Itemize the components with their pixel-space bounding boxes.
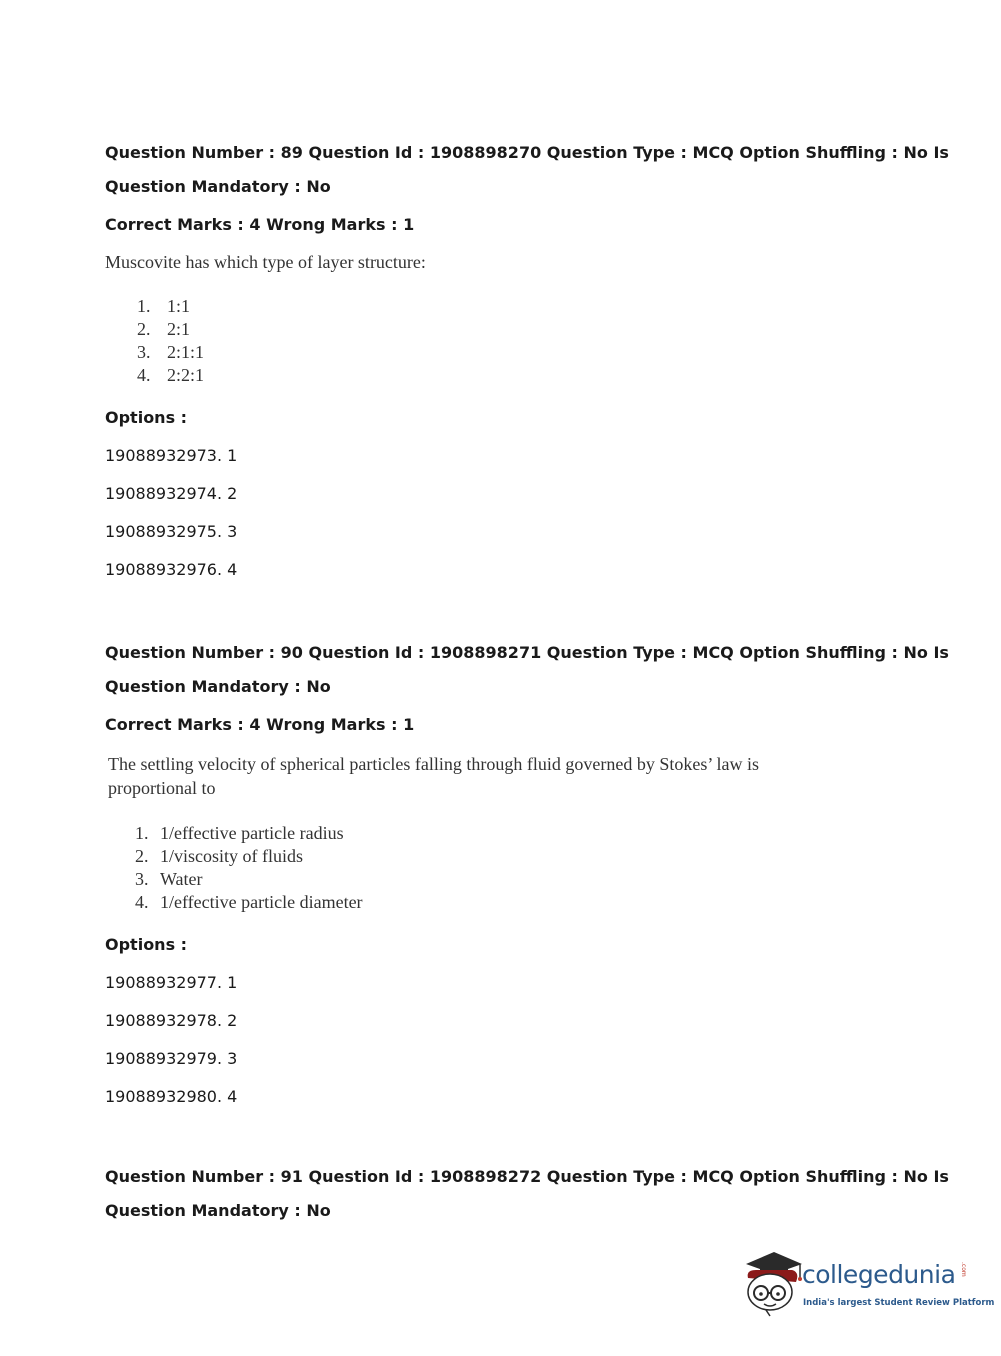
list-item: 2. 2:1 bbox=[137, 319, 191, 339]
question-meta-line: Question Number : 89 Question Id : 1908898270 Question Type : MCQ Option Shuffling : No Is bbox=[105, 143, 949, 162]
question-mandatory-line: Question Mandatory : No bbox=[105, 1201, 331, 1220]
option-item: 19088932973. 1 bbox=[105, 446, 238, 465]
list-item: 1. 1/effective particle radius bbox=[135, 823, 344, 843]
question-text-continued: proportional to bbox=[108, 778, 216, 798]
question-89-block bbox=[105, 136, 949, 589]
collegedunia-logo bbox=[742, 1248, 995, 1318]
option-item: 19088932977. 1 bbox=[105, 973, 238, 992]
mascot-icon bbox=[742, 1248, 804, 1318]
list-item: 3. 2:1:1 bbox=[137, 342, 205, 362]
option-item: 19088932979. 3 bbox=[105, 1049, 238, 1068]
option-item: 19088932975. 3 bbox=[105, 522, 238, 541]
question-choices bbox=[137, 295, 925, 387]
question-90-block bbox=[105, 636, 949, 1116]
question-marks-line: Correct Marks : 4 Wrong Marks : 1 bbox=[105, 215, 415, 234]
question-choices bbox=[135, 822, 925, 914]
question-91-block bbox=[105, 1160, 949, 1228]
options-label: Options : bbox=[105, 935, 188, 954]
question-mandatory-line: Question Mandatory : No bbox=[105, 177, 331, 196]
option-item: 19088932980. 4 bbox=[105, 1087, 238, 1106]
question-meta-line: Question Number : 90 Question Id : 1908898271 Question Type : MCQ Option Shuffling : No Is bbox=[105, 643, 949, 662]
list-item: 3. Water bbox=[135, 869, 203, 889]
list-item: 1. 1:1 bbox=[137, 296, 191, 316]
list-item: 2. 1/viscosity of fluids bbox=[135, 846, 303, 866]
option-item: 19088932978. 2 bbox=[105, 1011, 238, 1030]
options-label: Options : bbox=[105, 408, 188, 427]
question-text: Muscovite has which type of layer structure: bbox=[105, 252, 426, 272]
option-item: 19088932974. 2 bbox=[105, 484, 238, 503]
list-item: 4. 2:2:1 bbox=[137, 365, 205, 385]
logo-wordmark: collegedunia bbox=[802, 1260, 956, 1289]
option-item: 19088932976. 4 bbox=[105, 560, 238, 579]
logo-domain: .com bbox=[960, 1262, 967, 1277]
logo-tagline: India's largest Student Review Platform bbox=[803, 1298, 995, 1308]
question-text: The settling velocity of spherical particles falling through fluid governed by Stokes’ law is bbox=[108, 754, 760, 774]
question-mandatory-line: Question Mandatory : No bbox=[105, 677, 331, 696]
list-item: 4. 1/effective particle diameter bbox=[135, 892, 363, 912]
question-marks-line: Correct Marks : 4 Wrong Marks : 1 bbox=[105, 715, 415, 734]
question-meta-line: Question Number : 91 Question Id : 1908898272 Question Type : MCQ Option Shuffling : No Is bbox=[105, 1167, 949, 1186]
